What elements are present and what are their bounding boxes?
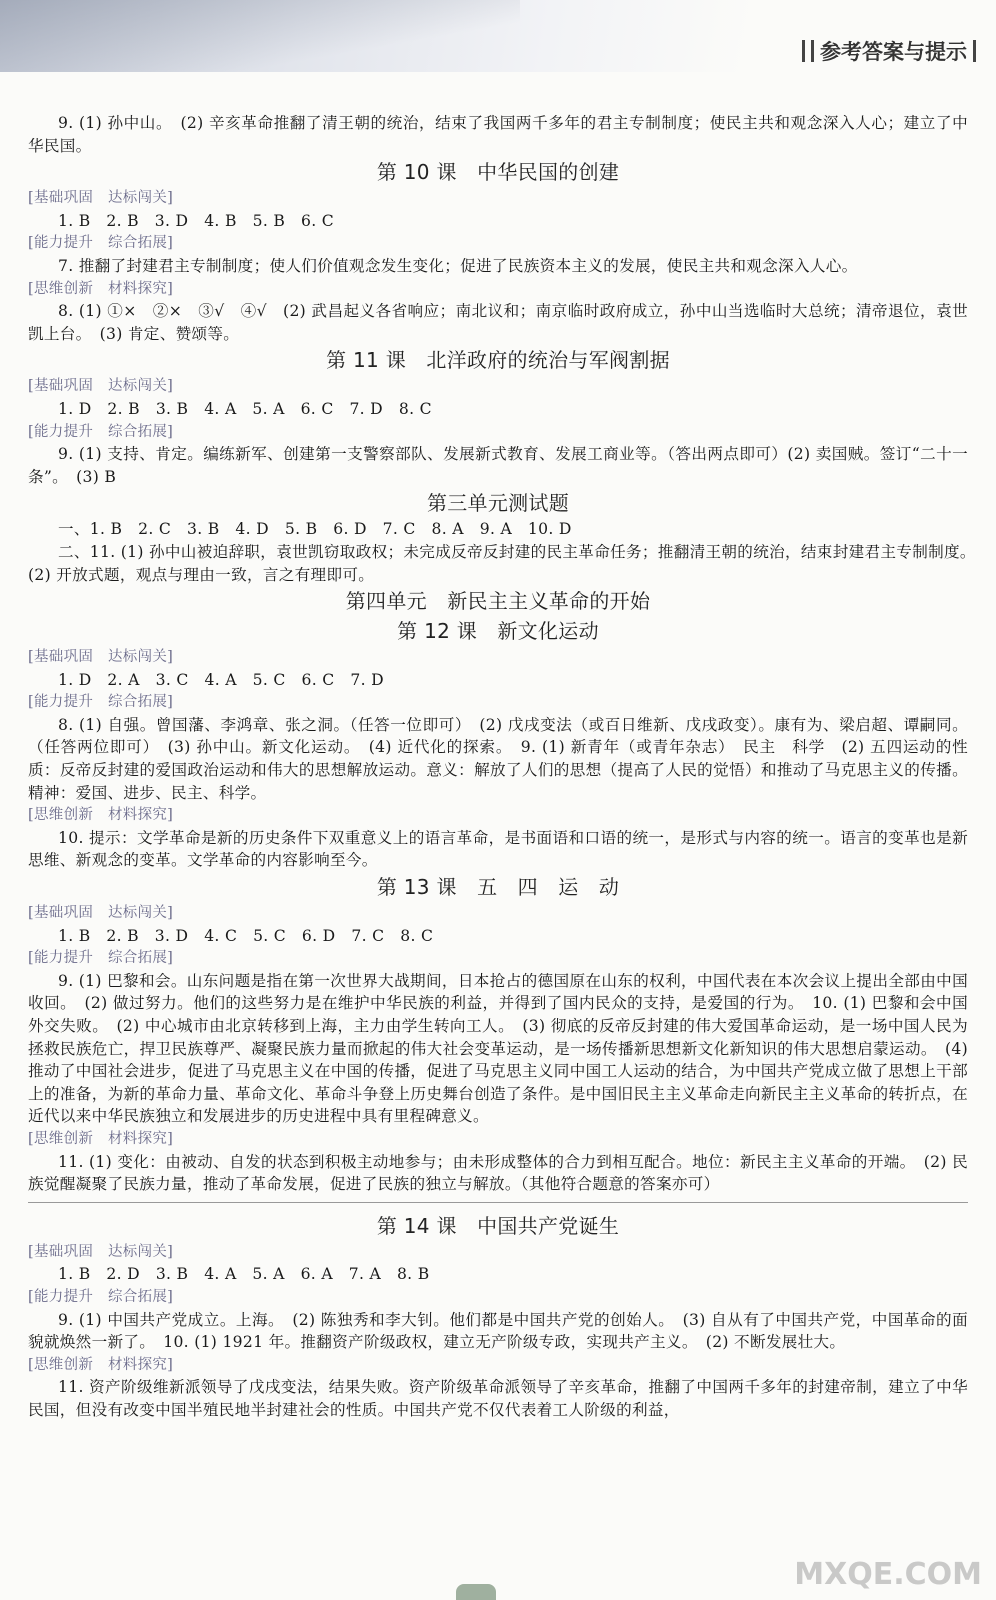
answer-content [28,112,984,1422]
section-tag: [ 思维创新 材料探究 ] [28,278,968,301]
answer-paragraph: 1. D 2. B 3. B 4. A 5. A 6. C 7. D 8. C [58,399,432,418]
header-decoration [0,0,520,72]
section-tag: [ 能力提升 综合拓展 ] [28,691,968,714]
answer-paragraph: 9. (1) 支持、肯定。编练新军、创建第一支警察部队、发展新式教育、发展工商业等。（答出两点即可）(2) 卖国贼。签订“二十一条”。 (3) B [28,445,968,486]
answer-paragraph: 二、11. (1) 孙中山被迫辞职，袁世凯窃取政权；未完成反帝反封建的民主革命任务；推翻清王朝的统治，结束封建君主专制制度。 (2) 开放式题，观点与理由一致，言之有理即可。 [28,542,984,584]
section-heading: 第 10 课 中华民国的创建 [376,160,620,185]
section-tag: [ 能力提升 综合拓展 ] [28,1286,968,1309]
answer-paragraph: 1. B 2. D 3. B 4. A 5. A 6. A 7. A 8. B [58,1265,430,1284]
section-tag: [ 思维创新 材料探究 ] [28,1128,968,1151]
section-heading: 第 12 课 新文化运动 [397,619,599,644]
section-tag: [ 基础巩固 达标闯关 ] [28,646,968,669]
answer-paragraph: 9. (1) 巴黎和会。山东问题是指在第一次世界大战期间，日本抢占的德国原在山东的权利，中国代表在本次会议上提出全部由中国收回。 (2) 做过努力。他们的这些努力是在维护中华民族的利益，并得到了国内民众的支持，是爱国的行为。 10. (1) 巴黎和会中国外交失败。 (2) 中心城市由北京转移到上海，主力由学生转向工人。 (3) 彻底的反帝反封建的伟大爱国革命运动，是一场中国人民为拯救民族危亡，捍卫民族尊严、凝聚民族力量而掀起的伟大社会变革运动，是一场传播新思想新文化新知识的伟大思想启蒙运动。 (4) 推动了中国社会进步，促进了马克思主义在中国的传播，促进了马克思主义同中国工人运动的结合，为中国共产党成立做了思想上干部上的准备，为新的革命力量、革命文化、革命斗争登上历史舞台创造了条件。是中国旧民主主义革命走向新民主主义革命的转折点，在近代以来中华民族独立和发展进步的历史进程中具有里程碑意义。 [28,971,968,1126]
answer-paragraph: 10. 提示：文学革命是新的历史条件下双重意义上的语言革命，是书面语和口语的统一，是形式与内容的统一。语言的变革也是新思维、新观念的变革。文学革命的内容影响至今。 [28,828,968,870]
section-heading: 第 11 课 北洋政府的统治与军阀割据 [326,348,670,373]
watermark: MXQE.COM [794,1557,982,1592]
section-heading: 第四单元 新民主主义革命的开始 [345,589,651,614]
section-tag: [ 能力提升 综合拓展 ] [28,232,968,255]
answer-paragraph: 9. (1) 中国共产党成立。上海。 (2) 陈独秀和李大钊。他们都是中国共产党的创始人。 (3) 自从有了中国共产党，中国革命的面貌就焕然一新了。 10. (1) 1921 年。推翻资产阶级政权，建立无产阶级专政，实现共产主义。 (2) 不断发展壮大。 [28,1310,968,1352]
answer-paragraph: 8. (1) 自强。曾国藩、李鸿章、张之洞。（任答一位即可） (2) 戊戌变法（或百日维新、戊戌政变）。康有为、梁启超、谭嗣同。（任答两位即可） (3) 孙中山。新文化运动。 (4) 近代化的探索。 9. (1) 新青年（或青年杂志） 民主 科学 (2) 五四运动的性质：反帝反封建的爱国政治运动和伟大的思想解放运动。意义：解放了人们的思想（提高了人民的觉悟）和推动了马克思主义的传播。精神：爱国、进步、民主、科学。 [28,715,968,802]
section-heading: 第 14 课 中国共产党诞生 [376,1213,620,1238]
header-title [802,36,976,66]
answer-paragraph: 1. B 2. B 3. D 4. B 5. B 6. C [58,211,334,230]
divider [28,1202,968,1203]
header-bar-icon [802,40,805,62]
answer-paragraph: 一、1. B 2. C 3. B 4. D 5. B 6. D 7. C 8. A 9. A 10. D [58,520,572,539]
section-heading: 第三单元测试题 [426,491,570,516]
section-tag: [ 能力提升 综合拓展 ] [28,421,968,444]
answer-paragraph: 9. (1) 孙中山。 (2) 辛亥革命推翻了清王朝的统治，结束了我国两千多年的君主专制制度；使民主共和观念深入人心；建立了中华民国。 [28,114,968,155]
section-tag: [ 能力提升 综合拓展 ] [28,947,968,970]
section-tag: [ 基础巩固 达标闯关 ] [28,1241,968,1264]
answer-paragraph: 7. 推翻了封建君主专制制度；使人们价值观念发生变化；促进了民族资本主义的发展，使民主共和观念深入人心。 [58,256,858,275]
page-number-tab [456,1584,496,1600]
answer-paragraph: 1. B 2. B 3. D 4. C 5. C 6. D 7. C 8. C [58,926,434,945]
header-title-text: 参考答案与提示 [820,40,967,64]
section-tag: [ 思维创新 材料探究 ] [28,804,968,827]
section-tag: [ 基础巩固 达标闯关 ] [28,902,968,925]
section-tag: [ 思维创新 材料探究 ] [28,1354,968,1377]
header-bar-icon [973,40,976,62]
section-tag: [ 基础巩固 达标闯关 ] [28,375,968,398]
header-bar-icon [811,40,814,62]
section-tag: [ 基础巩固 达标闯关 ] [28,187,968,210]
answer-paragraph: 8. (1) ①× ②× ③√ ④√ (2) 武昌起义各省响应；南北议和；南京临时政府成立，孙中山当选临时大总统；清帝退位，袁世凯上台。 (3) 肯定、赞颂等。 [28,302,968,343]
answer-paragraph: 1. D 2. A 3. C 4. A 5. C 6. C 7. D [58,670,384,689]
answer-paragraph: 11. 资产阶级维新派领导了戊戌变法，结果失败。资产阶级革命派领导了辛亥革命，推翻了中国两千多年的封建帝制，建立了中华民国，但没有改变中国半殖民地半封建社会的性质。中国共产党不仅代表着工人阶级的利益， [28,1378,968,1419]
section-heading: 第 13 课 五 四 运 动 [376,875,620,900]
answer-paragraph: 11. (1) 变化：由被动、自发的状态到积极主动地参与；由未形成整体的合力到相互配合。地位：新民主主义革命的开端。 (2) 民族觉醒凝聚了民族力量，推动了革命发展，促进了民族的独立与解放。（其他符合题意的答案亦可） [28,1152,968,1194]
